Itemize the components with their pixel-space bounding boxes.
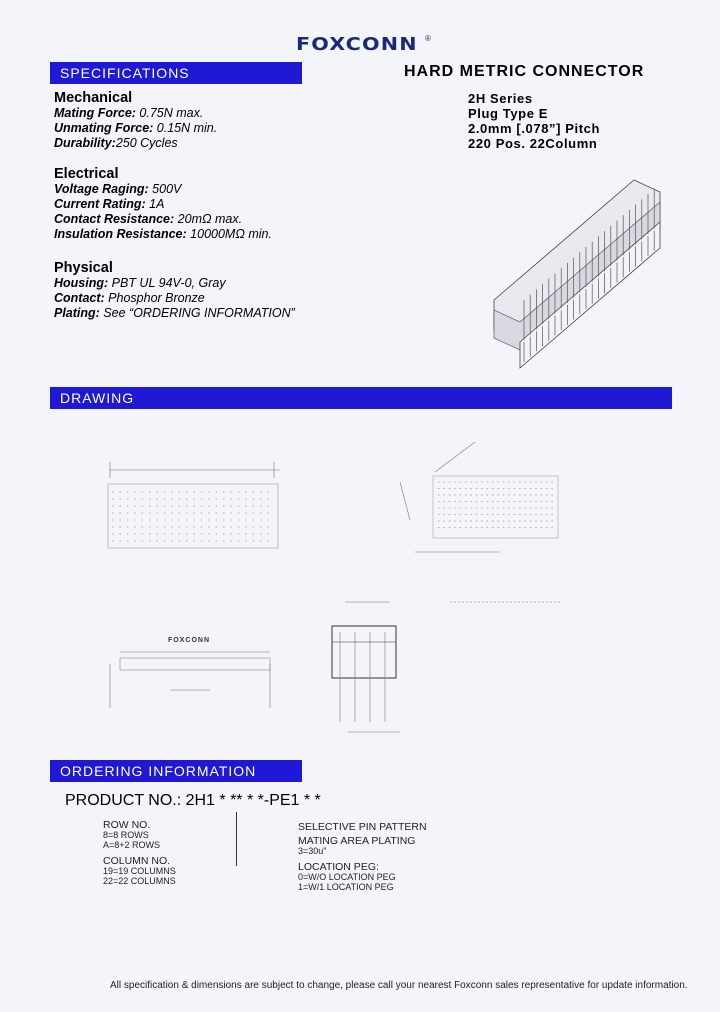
column-no-label: COLUMN NO. xyxy=(103,855,171,867)
durability-label: Durability: xyxy=(54,136,116,150)
row-no-label: ROW NO. xyxy=(103,819,151,831)
insulation-label: Insulation Resistance: xyxy=(54,227,187,241)
product-title: HARD METRIC CONNECTOR xyxy=(404,63,645,80)
unmating-force xyxy=(54,121,217,136)
location-peg-label: LOCATION PEG: xyxy=(298,861,379,873)
mating-plating-label: MATING AREA PLATING xyxy=(298,835,416,847)
durability xyxy=(54,136,217,151)
foxconn-logo: FOXCONN xyxy=(296,34,418,55)
location-peg-option-0: 0=W/O LOCATION PEG xyxy=(298,872,396,882)
positions-line: 220 Pos. 22Column xyxy=(468,136,598,151)
contact-material-value: Phosphor Bronze xyxy=(104,291,205,305)
voltage-label: Voltage Raging: xyxy=(54,182,149,196)
current-value: 1A xyxy=(145,197,165,211)
plating xyxy=(54,306,295,321)
current-label: Current Rating: xyxy=(54,197,146,211)
location-peg-option-1: 1=W/1 LOCATION PEG xyxy=(298,882,394,892)
electrical-heading: Electrical xyxy=(54,166,119,182)
mating-value: 0.75N max. xyxy=(135,106,204,120)
mating-label: Mating Force: xyxy=(54,106,136,120)
ordering-right-options xyxy=(298,822,427,892)
housing-value: PBT UL 94V-0, Gray xyxy=(108,276,226,290)
contact-material xyxy=(54,291,295,306)
current-rating xyxy=(54,197,272,212)
physical-section xyxy=(54,260,295,321)
drawing-logo: FOXCONN xyxy=(168,637,210,644)
column-option-19: 19=19 COLUMNS xyxy=(103,866,176,876)
registered-mark: ® xyxy=(425,34,431,43)
mating-force xyxy=(54,106,217,121)
insulation-resistance xyxy=(54,227,272,242)
column-option-22: 22=22 COLUMNS xyxy=(103,876,176,886)
voltage-value: 500V xyxy=(148,182,182,196)
product-summary xyxy=(468,91,600,151)
contact-resistance xyxy=(54,212,272,227)
mechanical-heading: Mechanical xyxy=(54,90,133,106)
drawing-bar: DRAWING xyxy=(50,387,672,409)
insulation-value: 10000MΩ min. xyxy=(186,227,272,241)
mating-plating-option: 3=30u" xyxy=(298,846,327,856)
row-option-8: 8=8 ROWS xyxy=(103,830,149,840)
product-number: PRODUCT NO.: 2H1 * ** * *-PE1 * * xyxy=(65,792,321,809)
ordering-divider xyxy=(236,812,237,866)
mechanical-section xyxy=(54,90,217,151)
footer-disclaimer: All specification & dimensions are subject to change, please call your nearest Foxconn sales representative for update information. xyxy=(110,980,688,991)
voltage-rating xyxy=(54,182,272,197)
connector-illustration xyxy=(484,160,664,385)
ordering-left-options xyxy=(103,820,176,886)
ordering-bar: ORDERING INFORMATION xyxy=(50,760,302,782)
contact-resistance-value: 20mΩ max. xyxy=(174,212,243,226)
unmating-label: Unmating Force: xyxy=(54,121,154,135)
technical-drawings xyxy=(100,432,600,752)
unmating-value: 0.15N min. xyxy=(153,121,218,135)
housing xyxy=(54,276,295,291)
physical-heading: Physical xyxy=(54,260,113,276)
selective-pin-label: SELECTIVE PIN PATTERN xyxy=(298,821,427,833)
contact-material-label: Contact: xyxy=(54,291,105,305)
durability-value: 250 Cycles xyxy=(115,136,178,150)
housing-label: Housing: xyxy=(54,276,109,290)
plating-value: See “ORDERING INFORMATION” xyxy=(99,306,295,320)
plating-label: Plating: xyxy=(54,306,100,320)
type-line: Plug Type E xyxy=(468,106,549,121)
electrical-section xyxy=(54,166,272,242)
row-option-a: A=8+2 ROWS xyxy=(103,840,161,850)
pitch-line: 2.0mm [.078”] Pitch xyxy=(468,121,601,136)
contact-resistance-label: Contact Resistance: xyxy=(54,212,175,226)
series-line: 2H Series xyxy=(468,91,533,106)
specifications-bar: SPECIFICATIONS xyxy=(50,62,302,84)
